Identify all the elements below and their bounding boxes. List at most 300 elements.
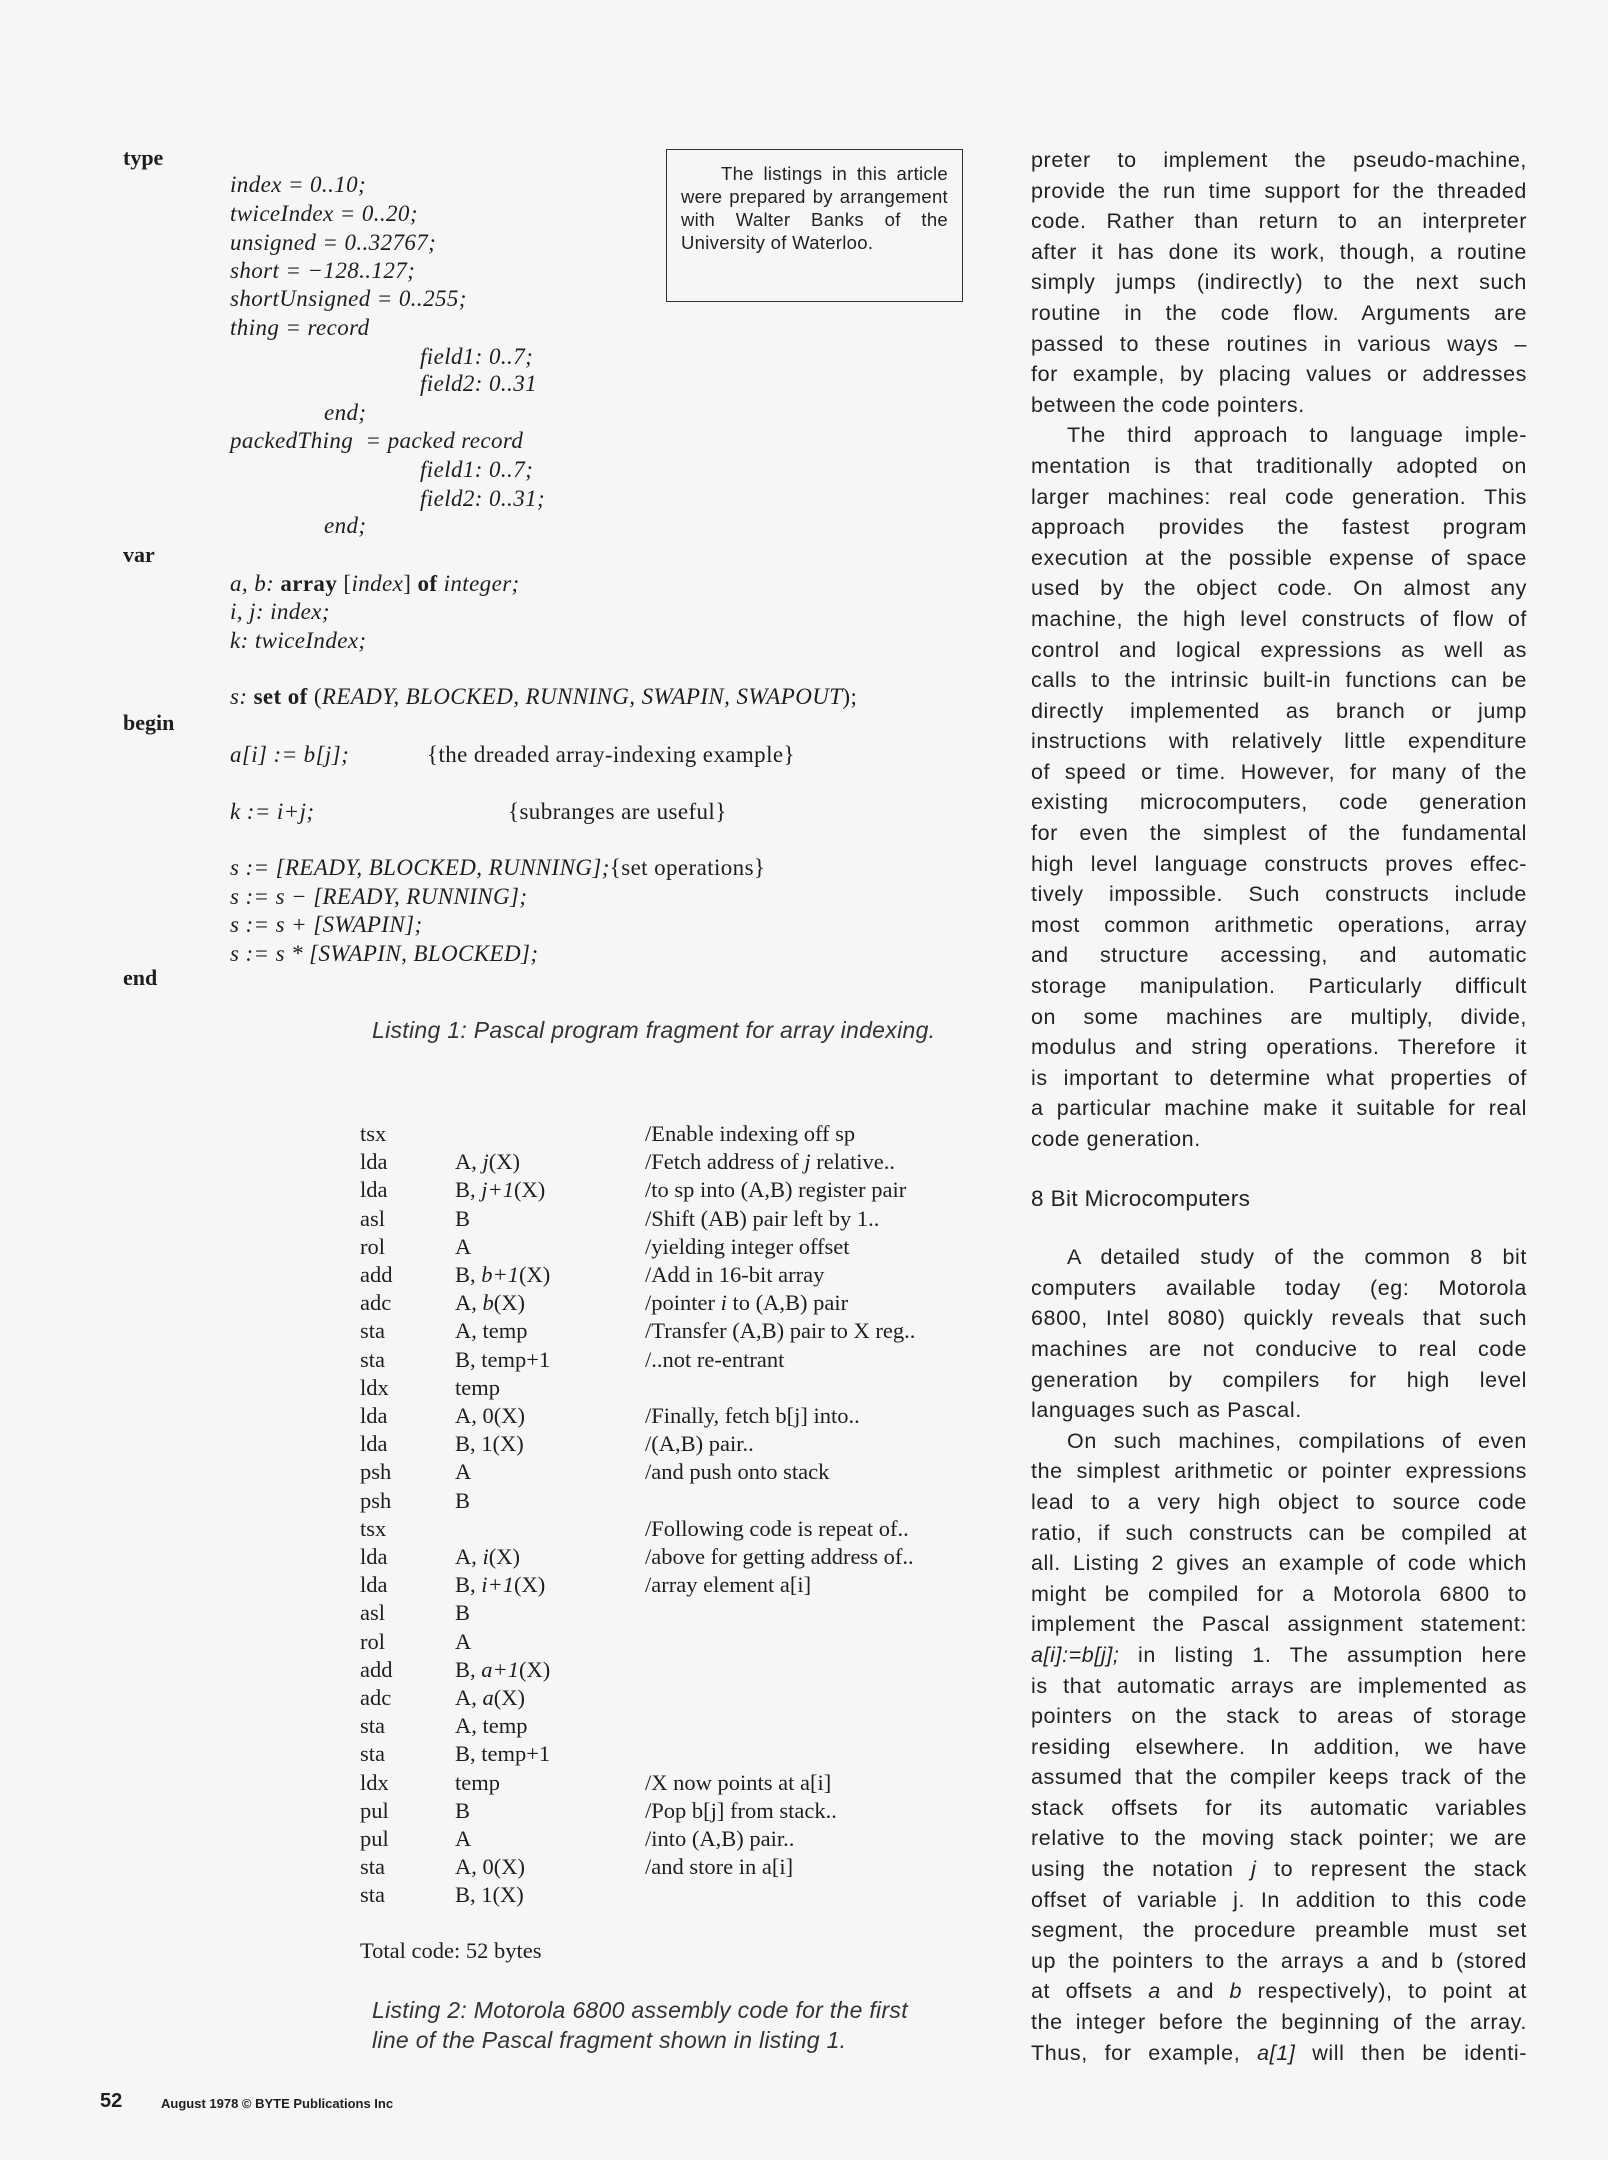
operand-token: i+1 (481, 1572, 514, 1598)
text-run: is important to determine what properties of (1031, 1065, 1527, 1090)
article-line (1031, 604, 1527, 635)
comment-token: /and push onto stack (645, 1459, 830, 1485)
comment-token: /Transfer (A,B) pair to X reg.. (645, 1318, 916, 1344)
code-token: packedThing = packed record (230, 428, 524, 453)
asm-operand (455, 1430, 524, 1458)
pascal-code-line (230, 257, 415, 285)
text-run: machine, the high level constructs of flow of (1031, 606, 1527, 631)
comment-token: /pointer (645, 1290, 721, 1316)
article-line (1031, 1885, 1527, 1916)
code-token: s := s − [READY, RUNNING]; (230, 884, 528, 909)
pascal-code-line (230, 171, 366, 199)
asm-operand (455, 1853, 525, 1881)
comment-token: /..not re-entrant (645, 1346, 785, 1372)
code-token: set of (253, 684, 314, 709)
text-run: mentation is that traditionally adopted on (1031, 453, 1527, 478)
text-run: languages such as Pascal. (1031, 1398, 1302, 1423)
article-line (1031, 726, 1527, 757)
code-token: field1: 0..7; (420, 344, 534, 369)
asm-comment (645, 1176, 906, 1204)
comment-token: j (804, 1149, 811, 1175)
pascal-keyword: begin (123, 710, 175, 735)
comment-token: /(A,B) pair.. (645, 1431, 754, 1457)
asm-operand (455, 1289, 525, 1317)
asm-comment (645, 1769, 831, 1797)
article-line (1031, 573, 1527, 604)
text-run: respectively), to point at (1242, 1979, 1527, 2004)
text-run: up the pointers to the arrays a and b (stored (1031, 1948, 1527, 1973)
article-line (1031, 1032, 1527, 1063)
code-token: field2: 0..31; (420, 486, 546, 511)
operand-token: A, (455, 1685, 483, 1710)
text-run: directly implemented as branch or jump (1031, 698, 1527, 723)
text-run: routine in the code flow. Arguments are (1031, 300, 1527, 325)
pascal-code-line (230, 314, 370, 342)
pascal-code-line (230, 741, 349, 769)
text-run: machines are not conducive to real code (1031, 1336, 1527, 1361)
asm-mnemonic: ldx (360, 1769, 389, 1795)
text-run: residing elsewhere. In addition, we have (1031, 1734, 1527, 1759)
comment-token: /Add in 16-bit array (645, 1262, 825, 1287)
asm-comment (645, 1346, 784, 1374)
asm-mnemonic: tsx (360, 1121, 387, 1146)
text-run: of speed or time. However, for many of the (1031, 759, 1527, 784)
code-token: ); (842, 684, 858, 709)
text-run: at offsets (1031, 1979, 1149, 2004)
article-line (1031, 1823, 1527, 1854)
article-line (1031, 451, 1527, 482)
text-run: the integer before the beginning of the array. (1031, 2010, 1527, 2035)
pascal-code-line (230, 798, 314, 826)
asm-operand (455, 1346, 550, 1374)
operand-token: B (455, 1487, 471, 1513)
operand-token: (X) (488, 1544, 520, 1569)
listing-2-total: Total code: 52 bytes (360, 1938, 542, 1963)
asm-mnemonic: sta (360, 1882, 385, 1908)
article-line (1031, 329, 1527, 360)
asm-mnemonic: pul (360, 1797, 389, 1823)
code-token: s: (230, 684, 254, 709)
pascal-keyword: type (123, 145, 164, 170)
article-line (1031, 910, 1527, 941)
text-run: control and logical expressions as well as (1031, 637, 1527, 662)
listing-2-caption-line: Listing 2: Motorola 6800 assembly code for the first (372, 1997, 908, 2023)
text-run: offset of variable j. In addition to this code (1031, 1887, 1527, 1912)
text-run: a (1148, 1979, 1161, 2004)
asm-mnemonic: ldx (360, 1374, 389, 1400)
asm-mnemonic: rol (360, 1233, 385, 1259)
operand-token: B, (455, 1177, 482, 1203)
operand-token: A (455, 1459, 472, 1485)
code-token: k: twiceIndex; (230, 628, 367, 653)
article-line (1031, 1640, 1527, 1671)
comment-token: /Enable indexing off sp (645, 1121, 856, 1146)
code-token: field2: 0..31 (420, 371, 537, 396)
pascal-code-line (420, 485, 545, 513)
article-line (1031, 787, 1527, 818)
code-token: thing = record (230, 315, 370, 340)
listings-credit-note: The listings in this article were prepared by arrangement with Walter Banks of the University of Waterloo. (666, 149, 963, 302)
article-line (1031, 879, 1527, 910)
pascal-comment: {the dreaded array-indexing example} (427, 742, 795, 767)
operand-token: A, temp (455, 1713, 528, 1739)
code-token: [ (343, 571, 352, 596)
comment-token: relative.. (810, 1149, 895, 1175)
article-line (1031, 1976, 1527, 2007)
pascal-code-line (420, 456, 533, 484)
code-token: a, b: (230, 571, 281, 596)
text-run: used by the object code. On almost any (1031, 576, 1527, 601)
operand-token: (X) (493, 1685, 525, 1710)
article-line (1031, 1946, 1527, 1977)
operand-token: B, 1(X) (455, 1431, 524, 1457)
text-run: calls to the intrinsic built-in functions can be (1031, 668, 1527, 693)
text-run: code generation. (1031, 1127, 1201, 1151)
code-token: k := i+j; (230, 799, 315, 824)
operand-token: A (455, 1233, 472, 1259)
text-run: instructions with relatively little expenditure (1031, 729, 1527, 754)
section-heading: 8 Bit Microcomputers (1031, 1185, 1251, 1211)
operand-token: a (482, 1685, 494, 1710)
listing-2-caption-line: line of the Pascal fragment shown in listing 1. (372, 2027, 847, 2053)
text-run: preter to implement the pseudo-machine, (1031, 148, 1527, 172)
operand-token: B (455, 1205, 471, 1231)
asm-mnemonic: sta (360, 1741, 385, 1767)
article-line (1031, 971, 1527, 1002)
code-token: array (280, 571, 344, 596)
comment-token: /and store in a[i] (645, 1854, 794, 1880)
text-run: between the code pointers. (1031, 392, 1305, 417)
article-line (1031, 1701, 1527, 1732)
article-line (1031, 757, 1527, 788)
article-line (1031, 420, 1527, 451)
code-token: i, j: index; (230, 599, 330, 624)
text-run: all. Listing 2 gives an example of code which (1031, 1551, 1527, 1576)
article-line (1031, 1273, 1527, 1304)
pascal-code-line (324, 512, 366, 540)
asm-operand (455, 1599, 470, 1627)
operand-token: A, (455, 1544, 483, 1569)
comment-token: /yielding integer offset (645, 1233, 850, 1259)
text-run: On such machines, compilations of even (1067, 1428, 1527, 1453)
pascal-keyword: var (123, 542, 155, 567)
code-token: s := s + [SWAPIN]; (230, 912, 423, 937)
asm-mnemonic: add (360, 1656, 393, 1682)
operand-token: B, (455, 1262, 482, 1287)
asm-comment (645, 1430, 754, 1458)
text-run: is that automatic arrays are implemented as (1031, 1673, 1527, 1698)
code-token: index (351, 571, 404, 596)
text-run: simply jumps (indirectly) to the next such (1031, 270, 1527, 295)
article-line (1031, 390, 1527, 421)
pascal-code-line (324, 399, 366, 427)
text-run: segment, the procedure preamble must set (1031, 1918, 1527, 1943)
pascal-code-line (420, 343, 533, 371)
asm-operand (455, 1684, 525, 1712)
operand-token: A, temp (455, 1318, 528, 1344)
article-line (1031, 2007, 1527, 2038)
asm-mnemonic: asl (360, 1205, 385, 1231)
pascal-code-line (420, 370, 537, 398)
article-column (1031, 145, 1527, 2068)
text-run: A detailed study of the common 8 bit (1067, 1245, 1527, 1270)
asm-operand (455, 1233, 471, 1261)
asm-operand (455, 1402, 525, 1430)
operand-token: B, 1(X) (455, 1882, 524, 1908)
article-line (1031, 1518, 1527, 1549)
code-token: a[i] := b[j]; (230, 742, 350, 767)
footer-credit: August 1978 © BYTE Publications Inc (161, 2096, 394, 2111)
article-line (1031, 849, 1527, 880)
text-run: computers available today (eg: Motorola (1031, 1275, 1527, 1300)
text-run: assumed that the compiler keeps track of the (1031, 1765, 1527, 1790)
asm-operand (455, 1487, 470, 1515)
comment-token: to (A,B) pair (726, 1290, 849, 1316)
code-token: ] (403, 571, 418, 596)
asm-comment (645, 1148, 895, 1176)
text-run: execution at the possible expense of space (1031, 545, 1527, 570)
operand-token: B, temp+1 (455, 1741, 551, 1767)
comment-token: /Pop b[j] from stack.. (645, 1797, 837, 1823)
asm-comment (645, 1402, 860, 1430)
article-line (1031, 1002, 1527, 1033)
asm-operand (455, 1543, 520, 1571)
text-run: the simplest arithmetic or pointer expressions (1031, 1459, 1527, 1484)
article-line (1031, 206, 1527, 237)
operand-token: a+1 (481, 1656, 519, 1682)
operand-token: i (482, 1544, 489, 1569)
asm-comment (645, 1261, 824, 1289)
article-line (1031, 543, 1527, 574)
asm-operand (455, 1712, 528, 1740)
text-run: b (1229, 1979, 1243, 2004)
article-line (1031, 1579, 1527, 1610)
asm-operand (455, 1148, 520, 1176)
text-run: for even the simplest of the fundamental (1031, 821, 1527, 846)
pascal-code-line (230, 598, 330, 626)
pascal-code-line (230, 200, 418, 228)
asm-mnemonic: sta (360, 1346, 385, 1372)
code-token: shortUnsigned = 0..255; (230, 286, 467, 311)
operand-token: (X) (513, 1572, 546, 1598)
asm-operand (455, 1825, 471, 1853)
article-line (1031, 1303, 1527, 1334)
pascal-code-line (230, 854, 765, 882)
text-run: The third approach to language imple- (1067, 423, 1527, 448)
asm-mnemonic: lda (360, 1177, 388, 1203)
text-run: will then be identi- (1295, 2040, 1527, 2065)
asm-comment (645, 1317, 915, 1345)
comment-token: /into (A,B) pair.. (645, 1826, 795, 1851)
article-line (1031, 1548, 1527, 1579)
article-line (1031, 665, 1527, 696)
code-token: end; (324, 513, 367, 538)
article-line (1031, 482, 1527, 513)
operand-token: B (455, 1797, 471, 1823)
asm-comment (645, 1120, 855, 1148)
text-run: provide the run time support for the threaded (1031, 178, 1527, 203)
pascal-code-line (230, 911, 423, 939)
operand-token: A, 0(X) (455, 1854, 525, 1880)
article-line (1031, 1365, 1527, 1396)
comment-token: /X now points at a[i] (645, 1769, 832, 1795)
operand-token: B (455, 1600, 471, 1626)
asm-mnemonic: pul (360, 1826, 389, 1851)
text-run: on some machines are multiply, divide, (1031, 1004, 1527, 1029)
article-line (1031, 1762, 1527, 1793)
text-run: and structure accessing, and automatic (1031, 943, 1527, 968)
listing-1-caption: Listing 1: Pascal program fragment for array indexing. (372, 1017, 936, 1043)
pascal-code-line (230, 427, 523, 455)
operand-token: A (455, 1826, 472, 1851)
asm-comment (645, 1205, 879, 1233)
operand-token: temp (455, 1769, 500, 1795)
article-line (1031, 818, 1527, 849)
pascal-code-line (230, 570, 520, 598)
code-token: READY, BLOCKED, RUNNING, SWAPIN, SWAPOUT (321, 684, 843, 709)
asm-operand (455, 1571, 545, 1599)
operand-token: b (482, 1290, 494, 1316)
operand-token: A, (455, 1290, 483, 1316)
asm-comment (645, 1289, 848, 1317)
text-run: j (1251, 1857, 1257, 1882)
text-run: might be compiled for a Motorola 6800 to (1031, 1581, 1527, 1606)
asm-operand (455, 1769, 500, 1797)
asm-mnemonic: lda (360, 1544, 388, 1569)
page-number: 52 (100, 2090, 123, 2112)
asm-mnemonic: lda (360, 1403, 388, 1428)
comment-token: /array element a[i] (645, 1572, 812, 1598)
asm-operand (455, 1628, 471, 1656)
comment-token: /Shift (AB) pair left by 1.. (645, 1205, 880, 1231)
asm-comment (645, 1515, 909, 1543)
code-token: integer; (443, 571, 520, 596)
asm-mnemonic: sta (360, 1854, 385, 1880)
code-token: end; (324, 400, 367, 425)
code-token: twiceIndex = 0..20; (230, 201, 418, 226)
operand-token: B, (455, 1572, 482, 1598)
asm-operand (455, 1317, 528, 1345)
asm-operand (455, 1656, 550, 1684)
operand-token: (X) (518, 1262, 551, 1287)
operand-token: (X) (488, 1149, 520, 1175)
article-line (1031, 1487, 1527, 1518)
comment-token: /to sp into (A,B) register pair (645, 1177, 907, 1203)
text-run: most common arithmetic operations, array (1031, 912, 1527, 937)
asm-mnemonic: lda (360, 1572, 388, 1598)
asm-mnemonic: lda (360, 1431, 388, 1457)
pascal-keyword: end (123, 965, 158, 990)
asm-mnemonic: adc (360, 1685, 392, 1710)
article-line (1031, 298, 1527, 329)
asm-operand (455, 1176, 545, 1204)
code-token: index = 0..10; (230, 172, 367, 197)
text-run: code. Rather than return to an interpreter (1031, 209, 1527, 234)
asm-mnemonic: sta (360, 1713, 385, 1739)
asm-comment (645, 1571, 811, 1599)
article-line (1031, 359, 1527, 390)
article-line (1031, 267, 1527, 298)
operand-token: A, 0(X) (455, 1403, 525, 1428)
text-run: generation by compilers for high level (1031, 1367, 1527, 1392)
operand-token: A (455, 1628, 472, 1654)
text-run: ratio, if such constructs can be compiled at (1031, 1520, 1527, 1545)
text-run: high level language constructs proves effec- (1031, 851, 1527, 876)
asm-operand (455, 1881, 524, 1909)
comment-token: /above for getting address of.. (645, 1544, 914, 1569)
asm-mnemonic: psh (360, 1459, 392, 1485)
asm-mnemonic: asl (360, 1600, 385, 1626)
pascal-code-line (230, 683, 857, 711)
text-run: lead to a very high object to source code (1031, 1489, 1527, 1514)
text-run: passed to these routines in various ways – (1031, 331, 1527, 356)
text-run: storage manipulation. Particularly difficult (1031, 974, 1527, 999)
comment-token: /Fetch address of (645, 1149, 805, 1175)
article-line (1031, 1093, 1527, 1124)
asm-mnemonic: lda (360, 1149, 388, 1175)
asm-mnemonic: psh (360, 1487, 392, 1513)
asm-mnemonic: adc (360, 1290, 392, 1316)
asm-mnemonic: sta (360, 1318, 385, 1344)
text-run: using the notation (1031, 1857, 1252, 1882)
asm-comment (645, 1853, 793, 1881)
text-run: modulus and string operations. Therefore it (1031, 1035, 1527, 1060)
operand-token: temp (455, 1374, 500, 1400)
article-line (1031, 1063, 1527, 1094)
article-line (1031, 176, 1527, 207)
asm-mnemonic: rol (360, 1628, 385, 1654)
comment-token: /Finally, fetch b[j] into.. (645, 1403, 860, 1428)
article-line (1031, 940, 1527, 971)
text-run: after it has done its work, though, a routine (1031, 239, 1527, 264)
article-line (1031, 1426, 1527, 1457)
text-run: in listing 1. The assumption here (1119, 1642, 1527, 1667)
text-run: a[1] (1257, 2040, 1296, 2065)
text-run: 6800, Intel 8080) quickly reveals that such (1031, 1306, 1527, 1331)
pascal-code-line (230, 627, 367, 655)
asm-comment (645, 1458, 829, 1486)
article-line (1031, 1854, 1527, 1885)
asm-operand (455, 1797, 470, 1825)
article-line (1031, 1395, 1527, 1426)
code-token: s := [READY, BLOCKED, RUNNING]; (230, 855, 610, 880)
article-line (1031, 1456, 1527, 1487)
asm-comment (645, 1233, 850, 1261)
article-line (1031, 145, 1527, 176)
text-run: for example, by placing values or addresses (1031, 362, 1527, 387)
asm-operand (455, 1374, 500, 1402)
operand-token: B, temp+1 (455, 1346, 551, 1372)
text-run: larger machines: real code generation. This (1031, 484, 1527, 509)
comment-token: i (720, 1290, 727, 1316)
text-run: stack offsets for its automatic variables (1031, 1795, 1527, 1820)
article-line (1031, 512, 1527, 543)
code-token: field1: 0..7; (420, 457, 534, 482)
text-run: pointers on the stack to areas of storage (1031, 1704, 1527, 1729)
code-token: {set operations} (609, 855, 766, 880)
asm-operand (455, 1740, 550, 1768)
text-run: implement the Pascal assignment statement: (1031, 1612, 1527, 1637)
asm-operand (455, 1205, 470, 1233)
pascal-code-line (230, 940, 538, 968)
code-token: of (417, 571, 444, 596)
article-line (1031, 237, 1527, 268)
operand-token: j+1 (481, 1177, 514, 1203)
text-run: tively impossible. Such constructs include (1031, 882, 1527, 907)
text-run: approach provides the fastest program (1031, 515, 1527, 540)
operand-token: j (482, 1149, 489, 1175)
article-line (1031, 635, 1527, 666)
